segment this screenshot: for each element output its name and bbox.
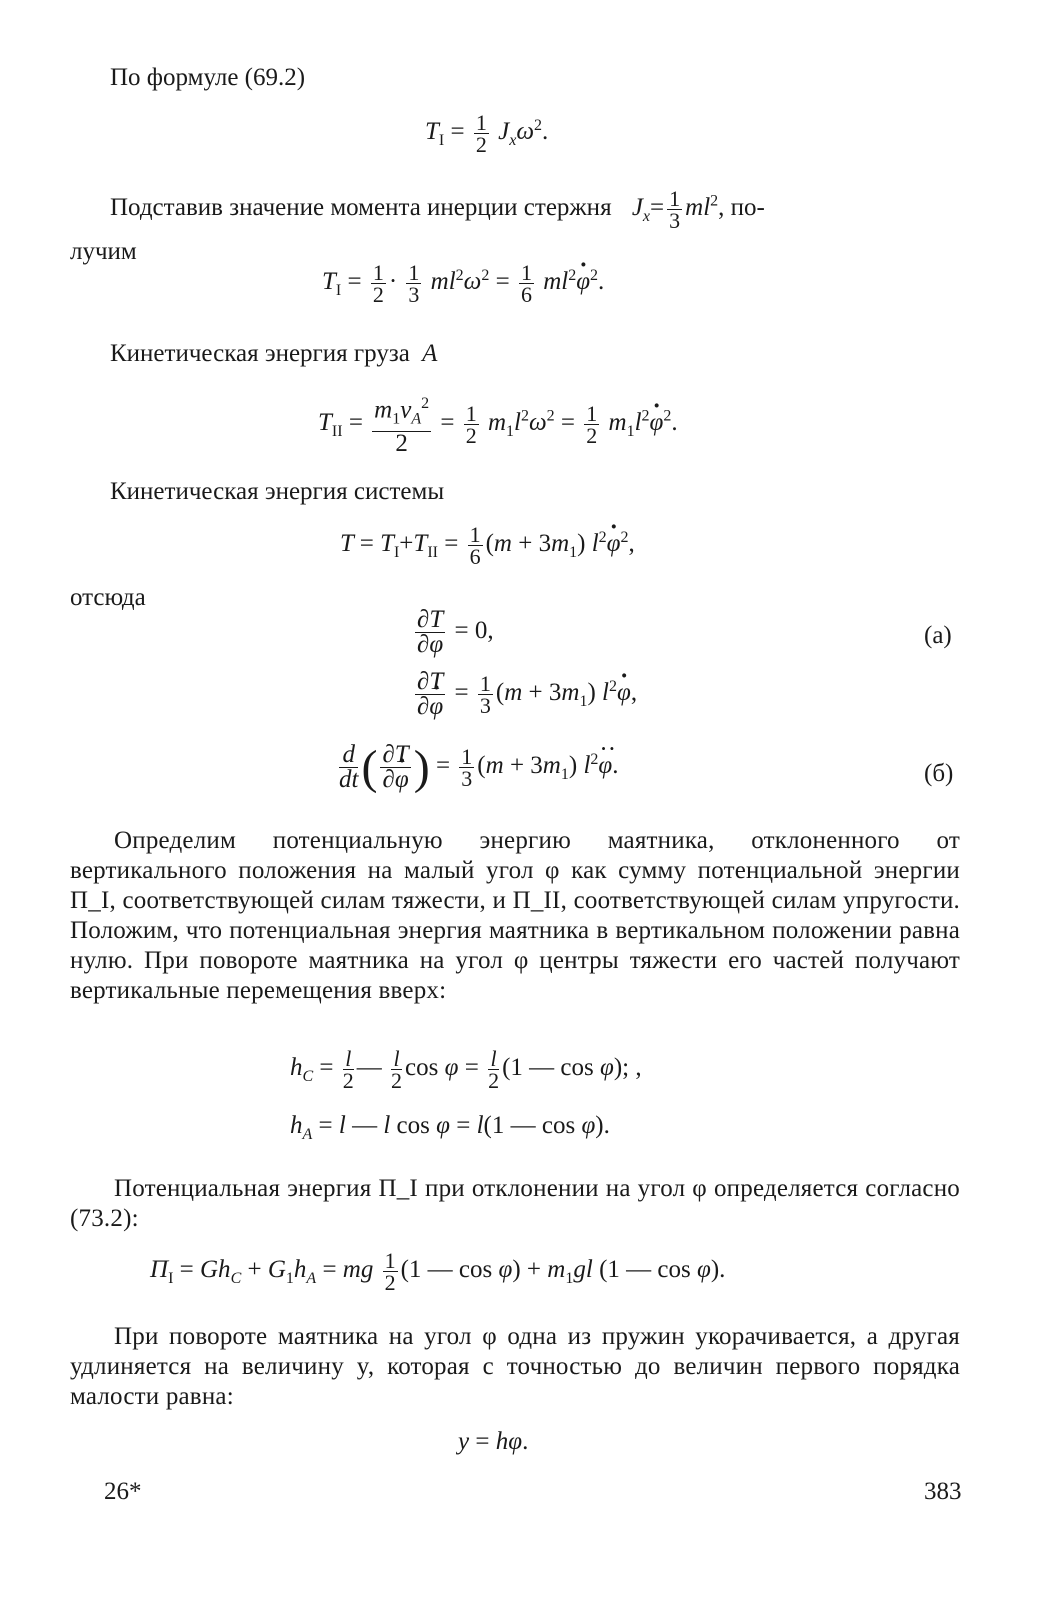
- text-fragment: , по-: [718, 194, 765, 222]
- text-fragment: Кинетическая энергия груза: [110, 340, 410, 367]
- paragraph-text: Потенциальная энергия П_I при отклонении на угол φ определяется согласно (73.2):: [70, 1175, 960, 1232]
- text-line: Кинетическая энергия системы: [110, 478, 445, 505]
- text-line: [110, 188, 765, 231]
- paragraph: [70, 1322, 960, 1412]
- equation: $h_A = l$ — l cos φ = l(1 — cos φ).: [290, 1112, 610, 1143]
- text-line: [110, 340, 437, 368]
- equation: $T_{II}$ = $\frac{m_1v_A^2}{2}$ = $\frac{1}{2}$ $m_1l^2\omega^2$ = $\frac{1}{2}$ $m_1l^2\varphi \cdot^2$.: [318, 392, 678, 456]
- equation: y = hφ.: [458, 1428, 529, 1455]
- equation: $\frac{\partial T}{\partial\varphi}$ = 0,: [417, 606, 494, 658]
- text-line: По формуле (69.2): [110, 64, 306, 91]
- paragraph-text: При повороте маятника на угол φ одна из пружин укорачивается, а другая удлиняется на величину y, которая с точностью до величин первого порядка малости равна:: [70, 1323, 960, 1410]
- text-line: отсюда: [70, 584, 146, 611]
- equation-inline: $J_x=$ $\frac{1}{3}$ $ml^2$: [631, 186, 719, 233]
- equation: $\frac{\partial T}{\partial\varphi}$ · = $\frac{1}{3}$ $(m + 3m_1)$ $l^2\varphi$ ·,: [412, 670, 637, 719]
- equation-number: (а): [924, 622, 952, 649]
- paragraph-text: Определим потенциальную энергию маятника, отклоненного от вертикального положения на малый угол φ как сумму потенциальной энергии П_I, соответствующей силам тяжести, и П_II, соответствующей силам упругости. Положим, что потенциальная энергия маятника в вертикальном положении равна нулю. При повороте маятника на угол φ центры тяжести его частей получают вертикальные перемещения вверх:: [70, 827, 960, 1004]
- signature-mark: 26*: [104, 1478, 142, 1505]
- paragraph: [70, 1174, 960, 1234]
- equation: $T_I$ = $\frac{1}{2}$ · $\frac{1}{3}$ $ml^2\omega^2$ = $\frac{1}{6}$ $ml^2\varphi \cdot^2$.: [322, 262, 604, 305]
- equation: $T_I$ = $\frac{1}{2}$ $J_x\omega^2$.: [425, 110, 549, 157]
- equation: $П_I = Gh_C + G_1h_A$ = mg $\frac{1}{2}$ (1 — $\cos \varphi) + m_1gl$ (1 — cos φ).: [150, 1248, 726, 1295]
- page-number: 383: [924, 1478, 962, 1505]
- equation: $T = T_I+T_{II}$ = $\frac{1}{6}$ $(m + 3m_1)$ $l^2\varphi \cdot^2$,: [340, 524, 635, 567]
- paragraph: [70, 826, 960, 1006]
- text-line: лучим: [70, 238, 137, 265]
- equation: $h_C$ = $\frac{l}{2}$ — $\frac{l}{2}$ cos φ = $\frac{l}{2}$ (1 — cos φ); ,: [290, 1046, 642, 1093]
- text-fragment: Подставив значение момента инерции стержня: [110, 194, 612, 222]
- equation: $\frac{d}{dt}$ ( $\frac{\partial T}{\partial\varphi}$ · ) = $\frac{1}{3}$ $(m + 3m_1)$ $l^2\varphi$ ··.: [336, 740, 618, 795]
- variable: A: [422, 340, 438, 367]
- equation-number: (б): [924, 760, 954, 787]
